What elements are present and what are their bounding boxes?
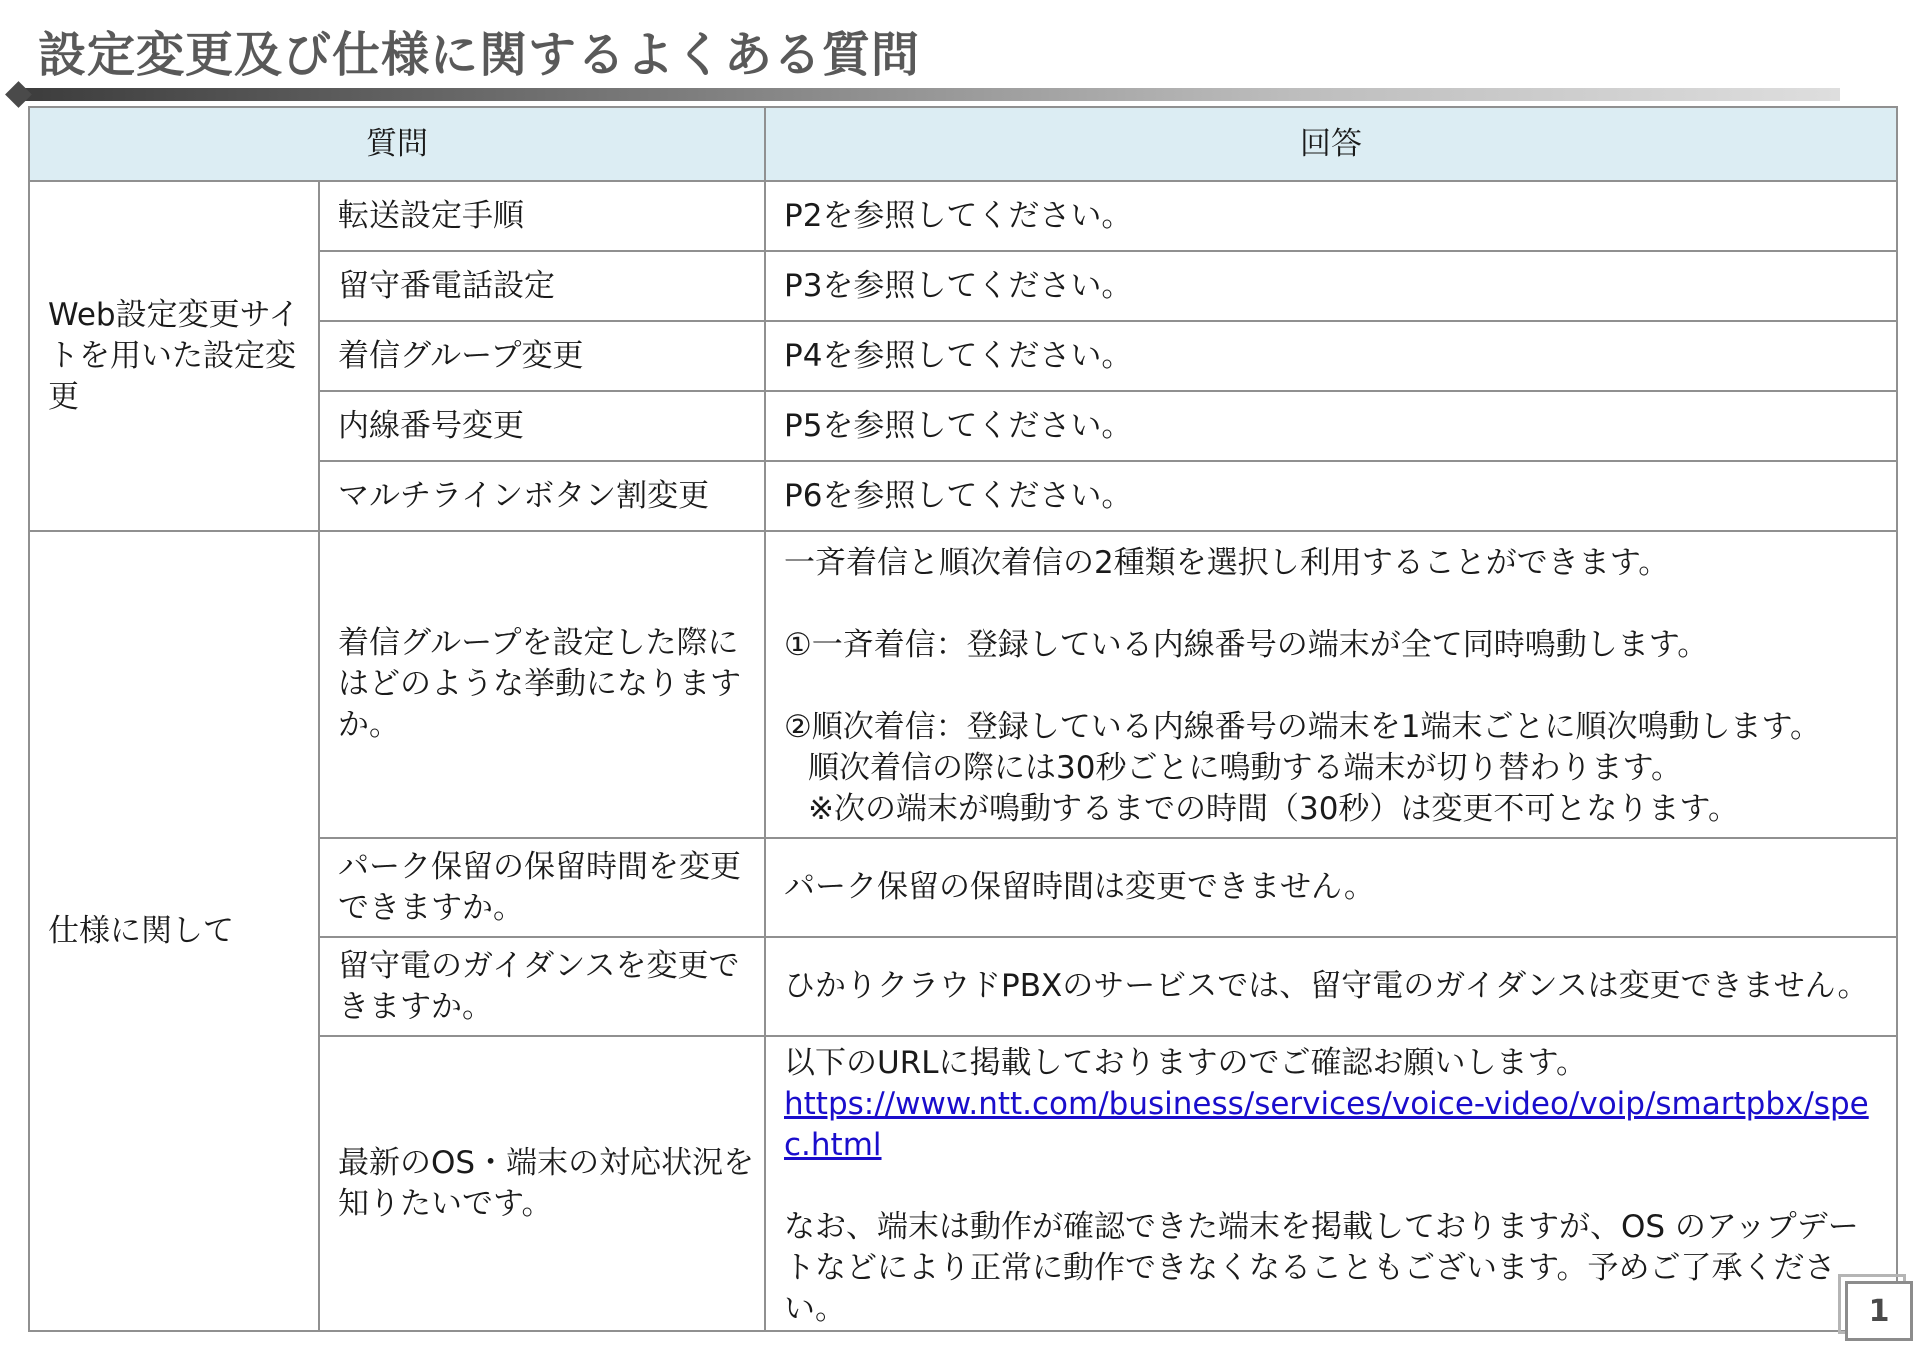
answer-cell: P2を参照してください。 — [765, 181, 1897, 251]
answer-cell: P4を参照してください。 — [765, 321, 1897, 391]
answer-cell: P3を参照してください。 — [765, 251, 1897, 321]
header-answer: 回答 — [765, 107, 1897, 181]
question-cell: 着信グループを設定した際にはどのような挙動になりますか。 — [319, 531, 765, 838]
question-cell: 最新のOS・端末の対応状況を知りたいです。 — [319, 1036, 765, 1331]
answer-line: ※次の端末が鳴動するまでの時間（30秒）は変更不可となります。 — [808, 790, 1739, 827]
page-title: 設定変更及び仕様に関するよくある質問 — [38, 27, 921, 83]
title-underline-bar — [16, 88, 1840, 101]
answer-line: なお、端末は動作が確認できた端末を掲載しておりますが、OS のアップデートなどにより正常に動作できなくなることもございます。予めご了承ください。 — [784, 1209, 1859, 1327]
page-number: 1 — [1845, 1281, 1913, 1341]
answer-cell — [765, 1036, 1897, 1331]
paragraph-gap — [784, 584, 1888, 625]
question-cell: 着信グループ変更 — [319, 321, 765, 391]
question-cell: 留守電のガイダンスを変更できますか。 — [319, 937, 765, 1036]
question-cell: マルチラインボタン割変更 — [319, 461, 765, 531]
title-diamond-icon — [5, 81, 32, 108]
category-web-settings: Web設定変更サイトを用いた設定変更 — [29, 181, 319, 531]
header-question: 質問 — [29, 107, 765, 181]
paragraph-gap — [784, 666, 1888, 707]
table-row — [29, 531, 1897, 838]
answer-cell: P5を参照してください。 — [765, 391, 1897, 461]
answer-line: 一斉着信と順次着信の2種類を選択し利用することができます。 — [784, 544, 1670, 581]
question-cell: 留守番電話設定 — [319, 251, 765, 321]
faq-table — [28, 106, 1898, 1332]
answer-cell: ひかりクラウドPBXのサービスでは、留守電のガイダンスは変更できません。 — [765, 937, 1897, 1036]
category-specifications: 仕様に関して — [29, 531, 319, 1331]
answer-cell — [765, 531, 1897, 838]
paragraph-gap — [784, 1166, 1888, 1207]
table-row — [29, 181, 1897, 251]
question-cell: パーク保留の保留時間を変更できますか。 — [319, 838, 765, 937]
answer-cell: パーク保留の保留時間は変更できません。 — [765, 838, 1897, 937]
answer-line: 順次着信の際には30秒ごとに鳴動する端末が切り替わります。 — [808, 749, 1682, 786]
question-cell: 転送設定手順 — [319, 181, 765, 251]
spec-url-link[interactable]: https://www.ntt.com/business/services/voice-video/voip/smartpbx/spec.html — [784, 1086, 1869, 1163]
answer-line: ②順次着信：登録している内線番号の端末を1端末ごとに順次鳴動します。 — [784, 708, 1822, 745]
question-cell: 内線番号変更 — [319, 391, 765, 461]
answer-line: 以下のURLに掲載しておりますのでご確認お願いします。 — [784, 1045, 1588, 1081]
answer-line: ①一斉着信：登録している内線番号の端末が全て同時鳴動します。 — [784, 626, 1709, 663]
answer-cell: P6を参照してください。 — [765, 461, 1897, 531]
table-header-row — [29, 107, 1897, 181]
